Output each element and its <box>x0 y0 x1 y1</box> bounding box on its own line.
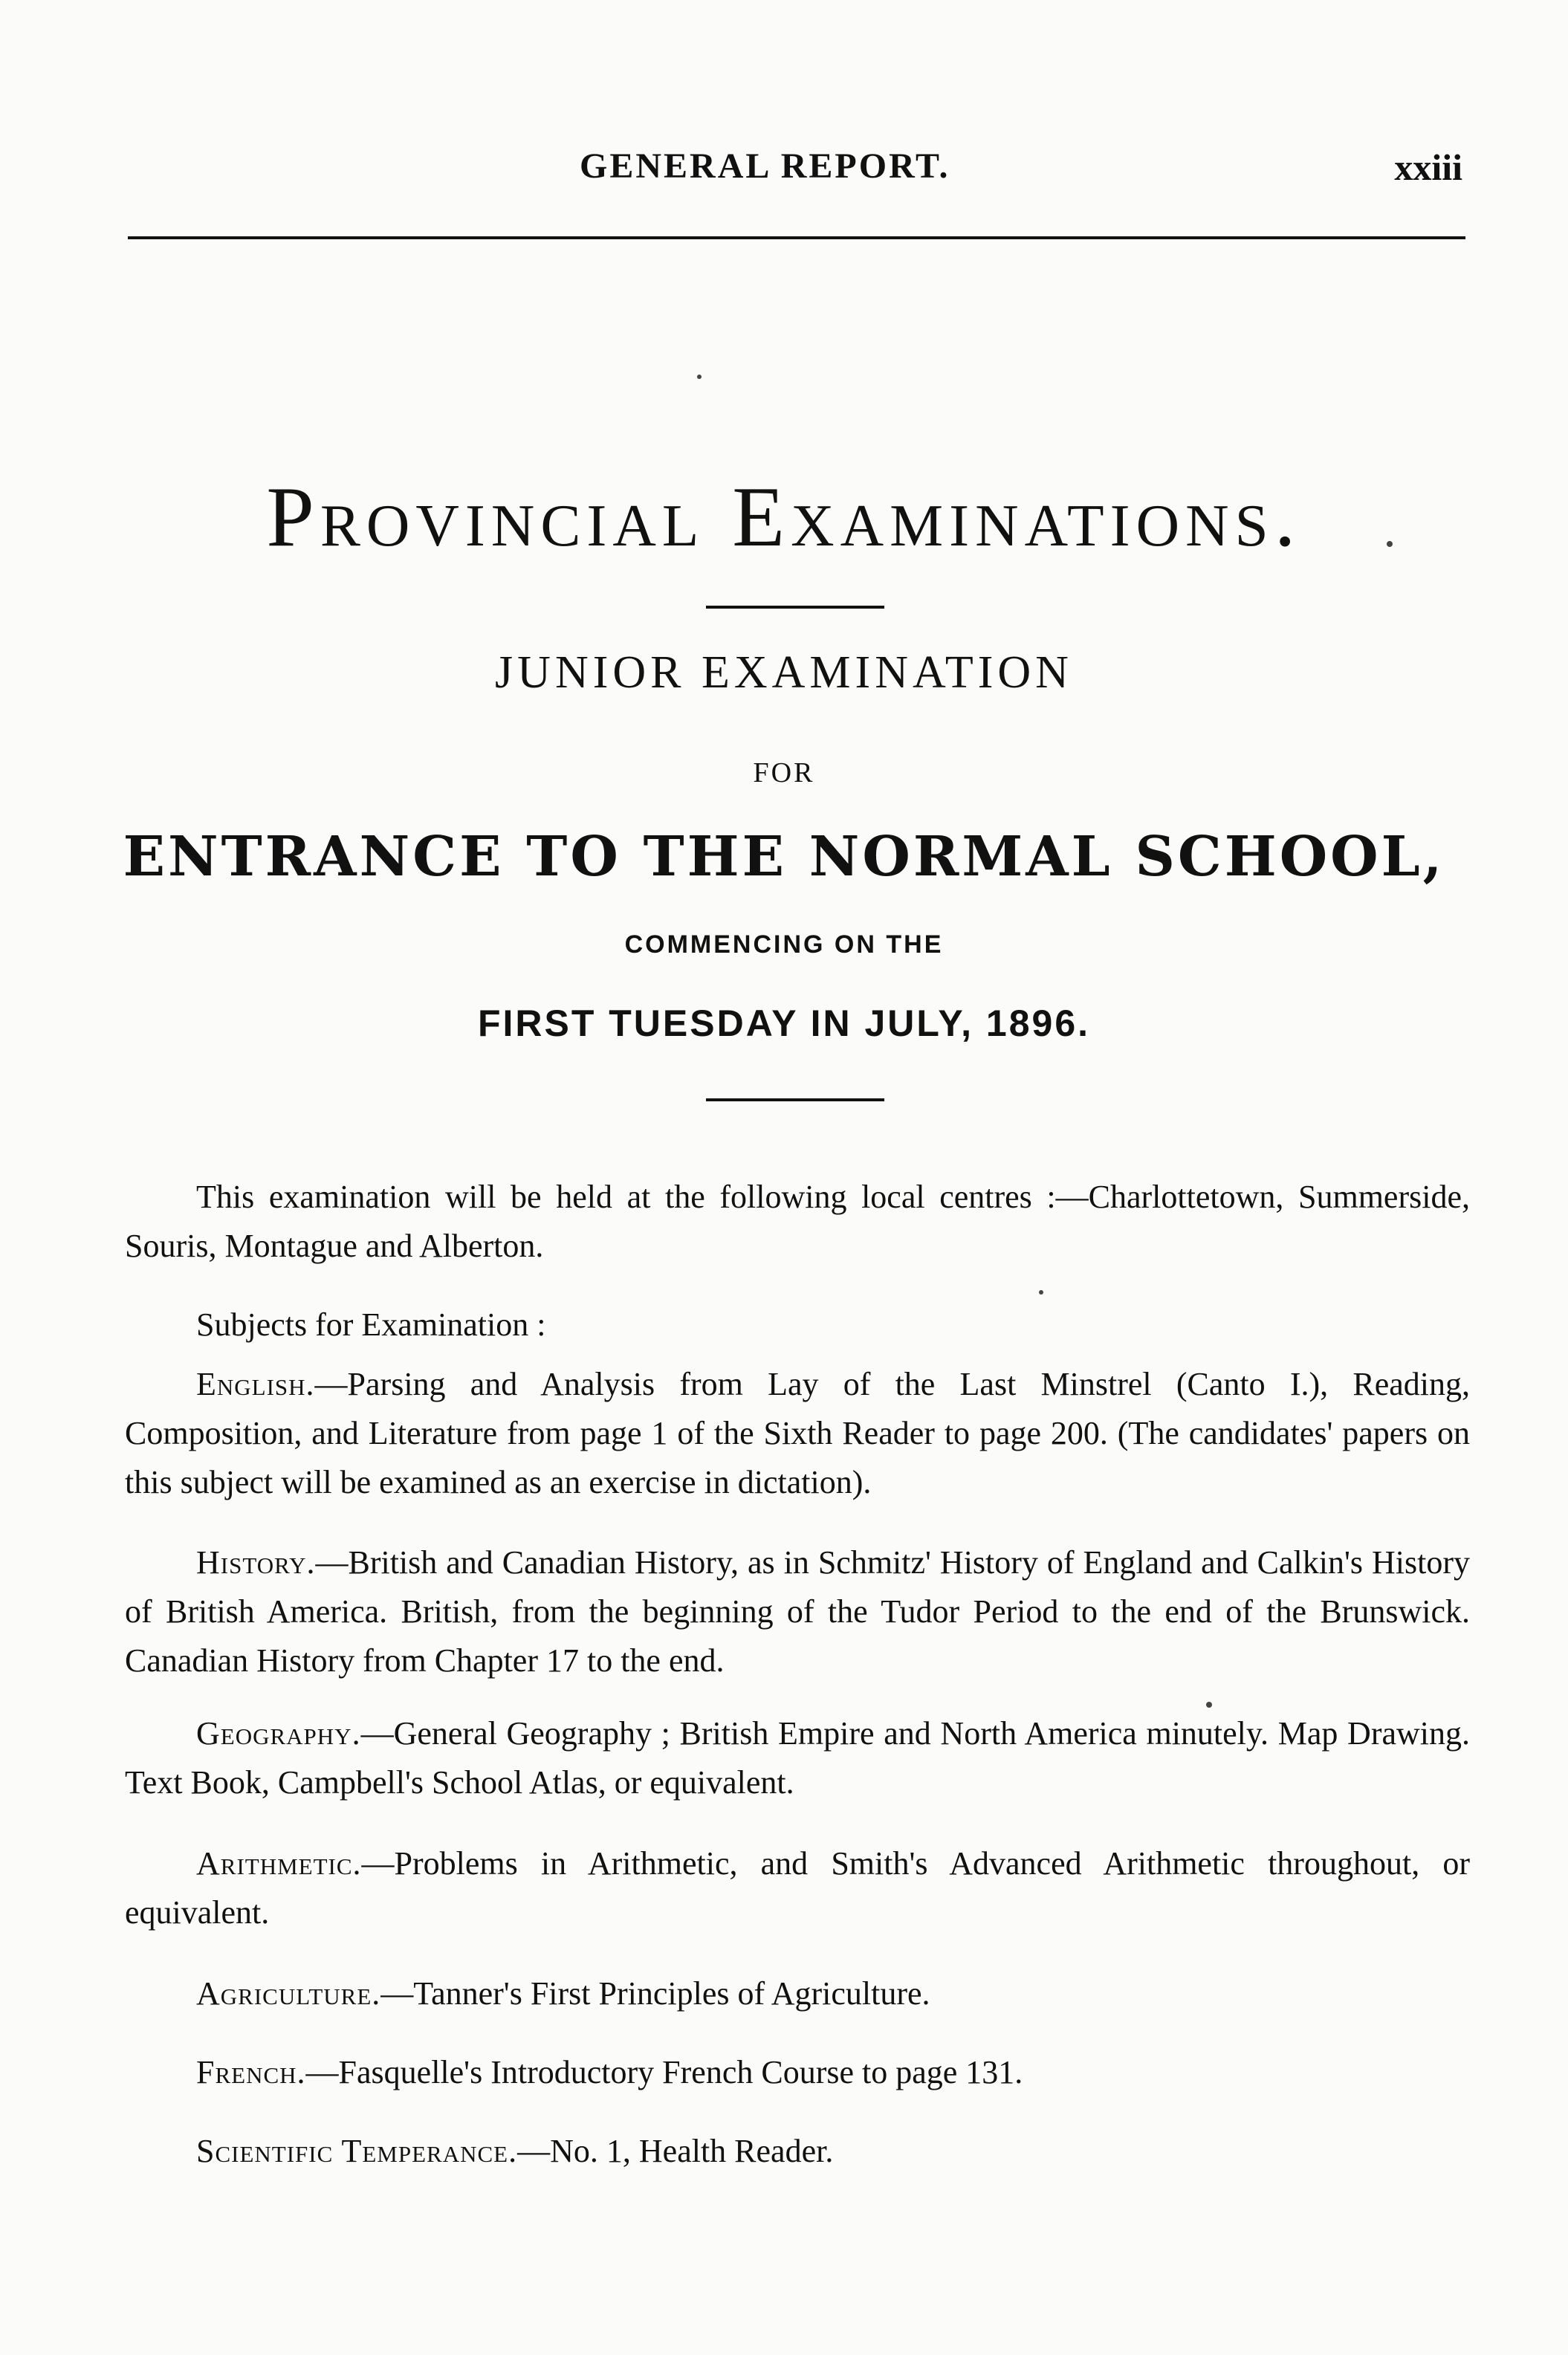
intro-paragraph: This examination will be held at the following local centres :—Charlottetown, Summerside, Souris, Montague and Alberton. <box>125 1179 1470 1264</box>
subject-name: Scientific Temperance. <box>196 2133 518 2169</box>
main-title: Provincial Examinations. <box>266 470 1302 565</box>
subjects-heading: Subjects for Examination : <box>196 1306 546 1343</box>
subject-text: —Parsing and Analysis from Lay of the Last Minstrel (Canto I.), Reading, Composition, and Literature from page 1 of the Sixth Reader to page 200. (The candidates' papers on this subject will be examined as an exercise in dictation). <box>125 1366 1470 1500</box>
date-divider <box>706 1098 884 1101</box>
commencing-line: COMMENCING ON THE <box>624 930 944 959</box>
subject-scientific-temperance <box>125 2127 1470 2176</box>
entrance-heading: ENTRANCE TO THE NORMAL SCHOOL, <box>123 825 1445 889</box>
subject-french <box>125 2048 1470 2097</box>
subject-text: —General Geography ; British Empire and North America minutely. Map Drawing. Text Book, Campbell's School Atlas, or equivalent. <box>125 1715 1470 1801</box>
exam-subtitle: JUNIOR EXAMINATION <box>495 647 1073 698</box>
exam-date: FIRST TUESDAY IN JULY, 1896. <box>477 1002 1091 1044</box>
subject-text: —British and Canadian History, as in Schmitz' History of England and Calkin's History of British America. British, from the beginning of the Tudor Period to the end of the Brunswick. Canadian History from Chapter 17 to the end. <box>125 1544 1470 1679</box>
scan-speck <box>1206 1702 1212 1708</box>
subject-agriculture <box>125 1969 1470 2018</box>
subject-text: —Problems in Arithmetic, and Smith's Advanced Arithmetic throughout, or equivalent. <box>125 1845 1470 1931</box>
subject-geography <box>125 1709 1470 1807</box>
header-rule <box>128 236 1465 239</box>
subject-text: —Fasquelle's Introductory French Course to page 131. <box>305 2054 1023 2090</box>
subject-text: —Tanner's First Principles of Agriculture. <box>380 1975 930 2012</box>
scan-speck <box>1387 541 1393 547</box>
scan-speck <box>697 375 702 379</box>
running-header-title: GENERAL REPORT. <box>580 146 950 186</box>
subject-name: History. <box>196 1544 316 1581</box>
subject-name: French. <box>196 2054 306 2090</box>
subject-text: —No. 1, Health Reader. <box>517 2133 834 2169</box>
scan-speck <box>1039 1290 1043 1295</box>
for-label: FOR <box>753 757 815 788</box>
subject-english <box>125 1360 1470 1507</box>
subject-name: Agriculture. <box>196 1975 381 2012</box>
page-number: xxiii <box>1394 146 1462 188</box>
subject-history <box>125 1538 1470 1685</box>
subject-name: Geography. <box>196 1715 361 1752</box>
title-divider <box>706 606 884 609</box>
subject-name: Arithmetic. <box>196 1845 362 1882</box>
subject-name: English. <box>196 1366 315 1402</box>
subject-arithmetic <box>125 1839 1470 1937</box>
